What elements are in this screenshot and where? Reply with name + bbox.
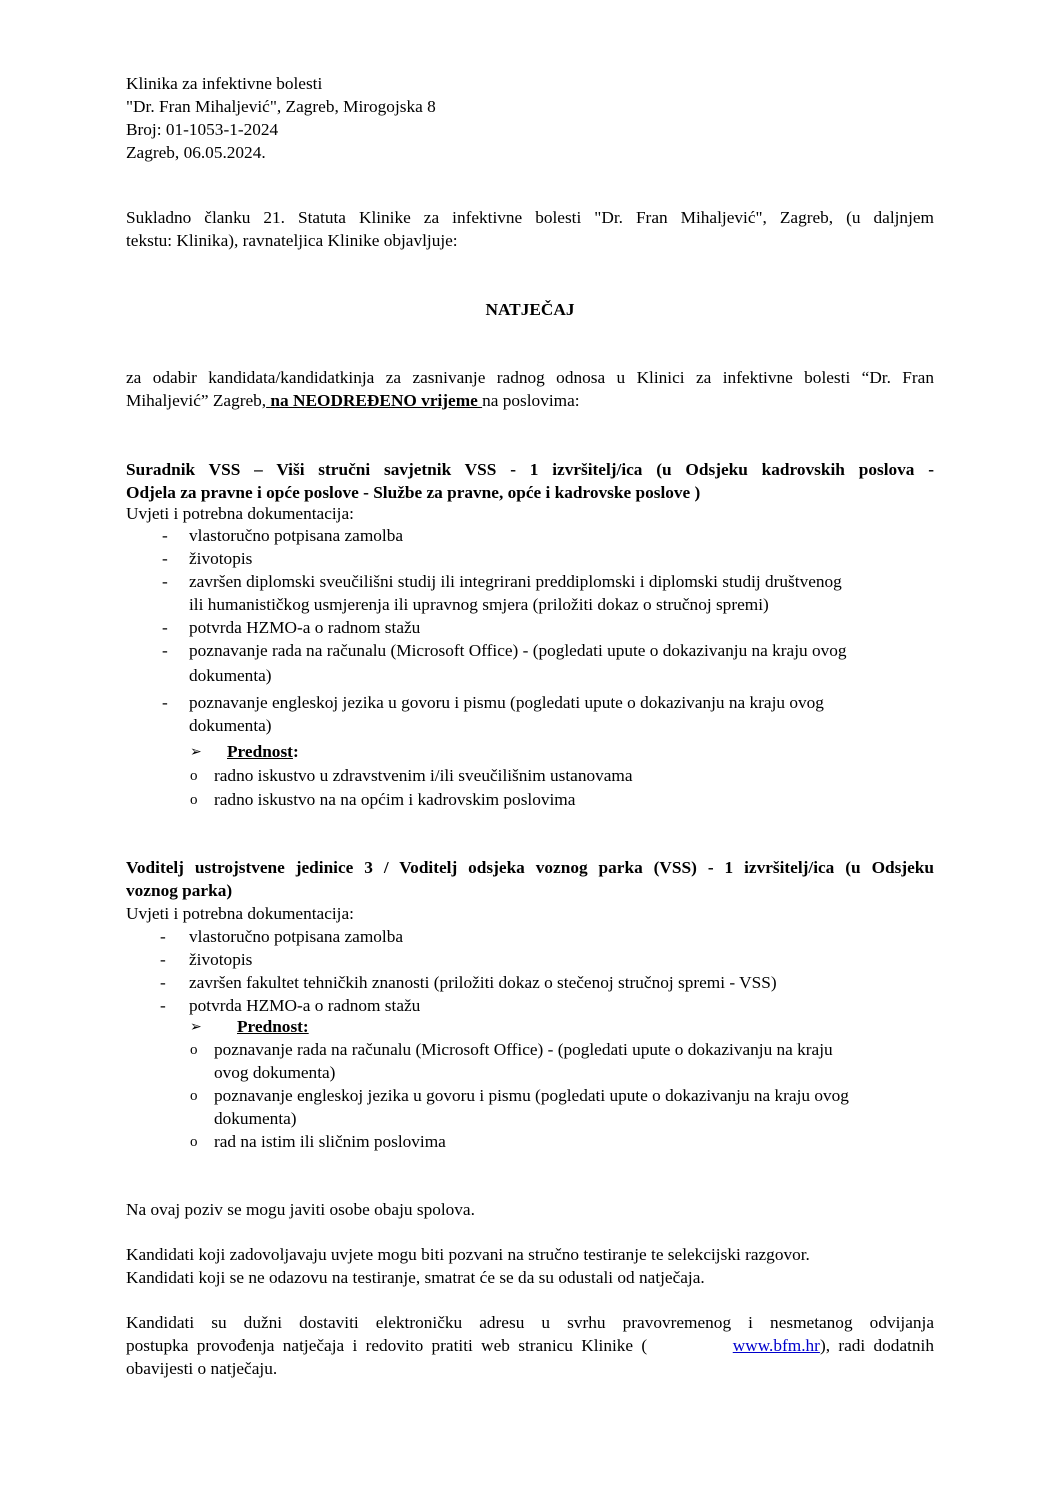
subtitle-line-2 — [126, 391, 580, 411]
subtitle-end: na poslovima: — [482, 391, 580, 410]
arrow-bullet-icon: ➢ — [190, 1020, 202, 1035]
website-link[interactable]: www.bfm.hr — [732, 1336, 820, 1355]
position-1-title-line-2: Odjela za pravne i opće poslove - Službe za pravne, opće i kadrovske poslove ) — [126, 483, 701, 502]
email-notice-line-1: Kandidati su dužni dostaviti elektroničku adresu u svrhu pravovremenog i nesmetanog odvijanja — [126, 1313, 934, 1332]
email-notice-line-3: obavijesti o natječaju. — [126, 1359, 278, 1378]
dash-bullet: - — [160, 950, 166, 969]
circle-bullet-icon: o — [190, 1042, 198, 1058]
dash-bullet: - — [162, 549, 168, 568]
testing-notice-line-1: Kandidati koji zadovoljavaju uvjete mogu biti pozvani na stručno testiranje te selekcijski razgovor. — [126, 1245, 810, 1264]
document-title: NATJEČAJ — [485, 300, 575, 319]
circle-bullet-icon: o — [190, 1088, 198, 1104]
document-number: Broj: 01-1053-1-2024 — [126, 120, 279, 139]
dash-bullet: - — [160, 973, 166, 992]
arrow-bullet-icon: ➢ — [190, 745, 202, 760]
dash-bullet: - — [160, 927, 166, 946]
email-notice-line-2: postupka provođenja natječaja i redovito pratiti web stranicu Klinike ( — [126, 1336, 648, 1355]
email-notice-line-2-end: www.bfm.hr), radi dodatnih — [732, 1336, 934, 1355]
dash-bullet: - — [162, 618, 168, 637]
document-date: Zagreb, 06.05.2024. — [126, 143, 266, 162]
position-2-title-line-1: Voditelj ustrojstvene jedinice 3 / Voditelj odsjeka voznog parka (VSS) - 1 izvršitelj/ica (u Odsjeku — [126, 858, 934, 877]
employment-type: na NEODREĐENO vrijeme — [266, 391, 483, 410]
intro-line-1: Sukladno članku 21. Statuta Klinike za infektivne bolesti "Dr. Fran Mihaljević", Zagreb, (u daljnjem — [126, 208, 934, 227]
position-1-title-line-1: Suradnik VSS – Viši stručni savjetnik VSS - 1 izvršitelj/ica (u Odsjeku kadrovskih poslova - — [126, 460, 934, 479]
dash-bullet: - — [162, 572, 168, 591]
circle-bullet-icon: o — [190, 792, 198, 808]
dash-bullet: - — [162, 641, 168, 660]
circle-bullet-icon: o — [190, 1134, 198, 1150]
position-2-title-line-2: voznog parka) — [126, 881, 233, 900]
subtitle-line-1: za odabir kandidata/kandidatkinja za zasnivanje radnog odnosa u Klinici za infektivne bolesti “Dr. Fran — [126, 368, 934, 387]
circle-bullet-icon: o — [190, 768, 198, 784]
position-2-conditions-label: Uvjeti i potrebna dokumentacija: — [126, 904, 354, 923]
testing-notice-line-2: Kandidati koji se ne odazovu na testiranje, smatrat će se da su odustali od natječaja. — [126, 1268, 705, 1287]
position-1-conditions-label: Uvjeti i potrebna dokumentacija: — [126, 504, 354, 523]
institution-address: "Dr. Fran Mihaljević", Zagreb, Mirogojska 8 — [126, 97, 436, 116]
dash-bullet: - — [160, 996, 166, 1015]
subtitle-start: Mihaljević” Zagreb, — [126, 391, 267, 410]
both-sexes-notice: Na ovaj poziv se mogu javiti osobe obaju spolova. — [126, 1200, 475, 1219]
institution-name: Klinika za infektivne bolesti — [126, 74, 323, 93]
dash-bullet: - — [162, 526, 168, 545]
dash-bullet: - — [162, 693, 168, 712]
intro-line-2: tekstu: Klinika), ravnateljica Klinike objavljuje: — [126, 231, 458, 250]
